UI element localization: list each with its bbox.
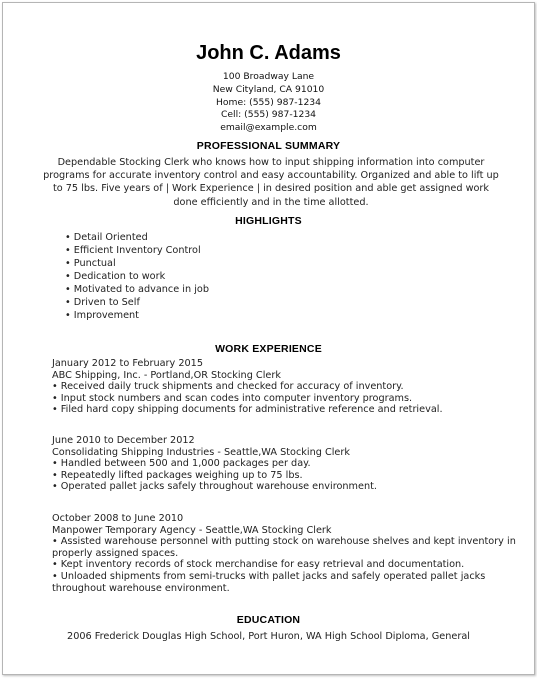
- job-entry: [52, 358, 522, 416]
- contact-address: 100 Broadway Lane: [222, 71, 315, 82]
- job-bullet: • Operated pallet jacks safely throughout warehouse environment.: [52, 481, 522, 493]
- education-text: 2006 Frederick Douglas High School, Port Huron, WA High School Diploma, General: [67, 631, 470, 642]
- job-bullets: [52, 536, 522, 594]
- highlight-item: • Efficient Inventory Control: [65, 244, 209, 257]
- job-dates: June 2010 to December 2012: [52, 435, 195, 446]
- contact-home-phone: Home: (555) 987-1234: [215, 96, 321, 108]
- job-bullet: • Input stock numbers and scan codes into computer inventory programs.: [52, 393, 522, 405]
- highlight-item: • Dedication to work: [65, 270, 209, 283]
- highlights-heading: HIGHLIGHTS: [235, 215, 302, 227]
- job-company: ABC Shipping, Inc. - Portland,OR Stocking Clerk: [52, 369, 281, 381]
- job-bullet: • Kept inventory records of stock merchandise for easy retrieval and documentation.: [52, 559, 522, 571]
- highlight-item: • Punctual: [65, 257, 209, 270]
- job-bullet: • Received daily truck shipments and checked for accuracy of inventory.: [52, 381, 522, 393]
- highlight-item: • Detail Oriented: [65, 231, 209, 244]
- job-bullets: [52, 458, 522, 493]
- job-company: Consolidating Shipping Industries - Seattle,WA Stocking Clerk: [52, 446, 350, 458]
- contact-cell-phone: Cell: (555) 987-1234: [220, 109, 317, 121]
- job-entry: [52, 435, 522, 493]
- resume-page: [2, 2, 535, 675]
- contact-block: [3, 71, 534, 135]
- contact-city: New Cityland, CA 91010: [212, 83, 325, 95]
- job-bullet: • Unloaded shipments from semi-trucks with pallet jacks and safely operated pallet jacks throughout warehouse environment.: [52, 571, 522, 594]
- candidate-name: John C. Adams: [196, 42, 341, 64]
- highlight-item: • Motivated to advance in job: [65, 283, 209, 296]
- job-dates: January 2012 to February 2015: [52, 358, 204, 369]
- job-bullet: • Assisted warehouse personnel with putting stock on warehouse shelves and kept inventory in properly assigned spaces.: [52, 536, 522, 559]
- highlights-list: [65, 231, 209, 322]
- job-company: Manpower Temporary Agency - Seattle,WA Stocking Clerk: [52, 524, 332, 536]
- highlight-item: • Improvement: [65, 309, 209, 322]
- job-bullets: [52, 381, 522, 416]
- job-dates: October 2008 to June 2010: [52, 513, 184, 524]
- job-bullet: • Filed hard copy shipping documents for administrative reference and retrieval.: [52, 404, 522, 416]
- highlight-item: • Driven to Self: [65, 296, 209, 309]
- job-entry: [52, 513, 522, 594]
- contact-email: email@example.com: [220, 122, 317, 134]
- experience-heading: WORK EXPERIENCE: [215, 343, 322, 355]
- job-bullet: • Handled between 500 and 1,000 packages per day.: [52, 458, 522, 470]
- summary-heading: PROFESSIONAL SUMMARY: [196, 140, 341, 152]
- education-heading: EDUCATION: [236, 614, 301, 626]
- summary-text: Dependable Stocking Clerk who knows how to input shipping information into computer programs for accurate inventory control and easy accountability. Organized and able to lift up to 75 lbs. Five years of | Work Experience | in desired position and able get assigned work done efficiently and in the time allotted.: [43, 157, 499, 208]
- job-bullet: • Repeatedly lifted packages weighing up to 75 lbs.: [52, 470, 522, 482]
